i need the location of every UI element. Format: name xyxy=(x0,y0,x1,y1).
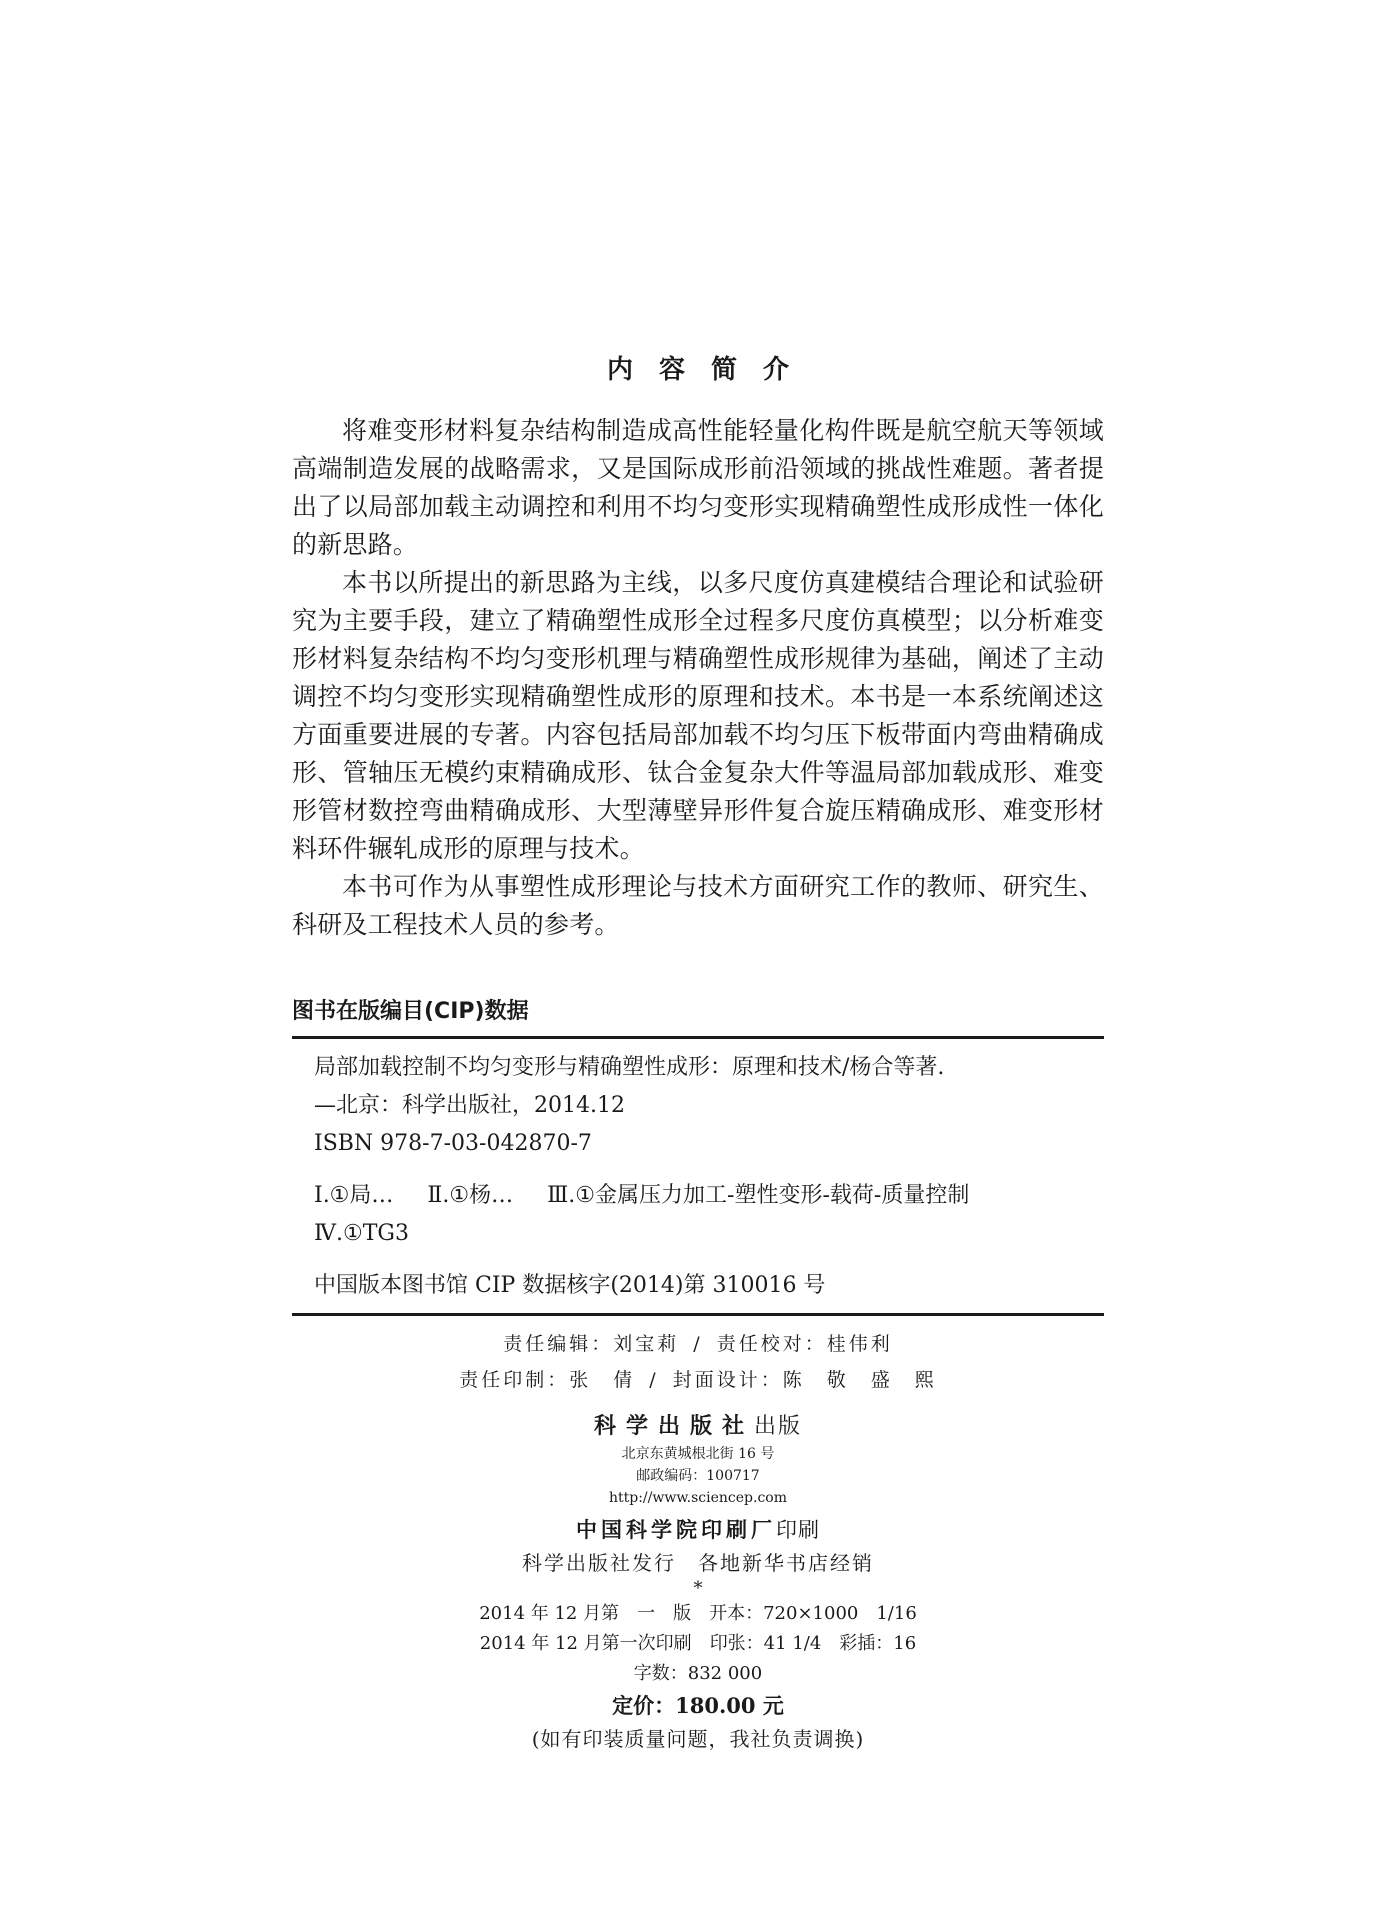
publisher-name: 科学出版社 xyxy=(593,1413,754,1439)
book-format: 开本：720×1000 1/16 xyxy=(709,1603,917,1624)
distribution-line xyxy=(292,1547,1104,1579)
color-plates: 彩插：16 xyxy=(839,1633,917,1654)
edition-line xyxy=(292,1599,1104,1629)
cip-isbn: ISBN 978-7-03-042870-7 xyxy=(314,1131,592,1156)
publisher-url: http://www.sciencep.com xyxy=(608,1490,787,1506)
quality-notice: (如有印装质量问题，我社负责调换) xyxy=(531,1727,865,1751)
cip-classification xyxy=(314,1177,1104,1215)
editor-credit: 责任编辑：刘宝莉 xyxy=(503,1333,680,1355)
publisher-name-suffix: 出版 xyxy=(754,1414,803,1439)
printer-name: 中国科学院印刷厂 xyxy=(576,1517,776,1542)
star-separator: * xyxy=(693,1578,703,1599)
sales: 各地新华书店经销 xyxy=(698,1551,874,1575)
printer-line xyxy=(292,1513,1104,1547)
cip-bottom-rule xyxy=(292,1313,1104,1316)
cip-class-3: Ⅲ.①金属压力加工-塑性变形-载荷-质量控制 xyxy=(547,1183,970,1208)
word-count: 字数：832 000 xyxy=(633,1663,763,1684)
credits-row-2 xyxy=(292,1362,1104,1398)
cip-class-2: Ⅱ.①杨… xyxy=(427,1183,514,1208)
publisher-block xyxy=(292,1410,1104,1755)
printing-line xyxy=(292,1629,1104,1659)
cip-record-number: 中国版本图书馆 CIP 数据核字(2014)第 310016 号 xyxy=(314,1273,826,1298)
page-content xyxy=(292,350,1104,1755)
publisher-address: 北京东黄城根北街 16 号 xyxy=(621,1446,775,1462)
cip-publish-line: —北京：科学出版社，2014.12 xyxy=(314,1093,625,1118)
cip-block xyxy=(292,1039,1104,1313)
printer-suffix: 印刷 xyxy=(776,1518,820,1542)
sheets: 印张：41 1/4 xyxy=(709,1633,822,1654)
cip-title-line: 局部加载控制不均匀变形与精确塑性成形：原理和技术/杨合等著. xyxy=(314,1055,945,1080)
summary-title: 内容简介 xyxy=(606,355,815,385)
publisher-name-line xyxy=(292,1410,1104,1443)
distribution: 科学出版社发行 xyxy=(522,1551,676,1575)
summary-paragraph-1: 将难变形材料复杂结构制造成高性能轻量化构件既是航空航天等领域高端制造发展的战略需求，又是国际成形前沿领域的挑战性难题。著者提出了以局部加载主动调控和利用不均匀变形实现精确塑性成形成性一体化的新思路。 xyxy=(292,416,1104,559)
summary-paragraph-2: 本书以所提出的新思路为主线，以多尺度仿真建模结合理论和试验研究为主要手段，建立了精确塑性成形全过程多尺度仿真模型；以分析难变形材料复杂结构不均匀变形机理与精确塑性成形规律为基础，阐述了主动调控不均匀变形实现精确塑性成形的原理和技术。本书是一本系统阐述这方面重要进展的专著。内容包括局部加载不均匀压下板带面内弯曲精确成形、管轴压无模约束精确成形、钛合金复杂大件等温局部加载成形、难变形管材数控弯曲精确成形、大型薄壁异形件复合旋压精确成形、难变形材料环件辗轧成形的原理与技术。 xyxy=(292,568,1104,863)
summary-paragraph-3: 本书可作为从事塑性成形理论与技术方面研究工作的教师、研究生、科研及工程技术人员的参考。 xyxy=(292,872,1104,939)
credits-row-1 xyxy=(292,1326,1104,1362)
cip-spacer xyxy=(314,1253,1104,1267)
credit-separator: / xyxy=(693,1333,703,1355)
edition: 2014 年 12 月第 一 版 xyxy=(479,1603,692,1624)
proofreader-credit: 责任校对：桂伟利 xyxy=(716,1333,893,1355)
print-supervisor-credit: 责任印制：张 倩 xyxy=(459,1369,636,1391)
cip-class-1: Ⅰ.①局… xyxy=(314,1183,394,1208)
publisher-postcode: 邮政编码：100717 xyxy=(636,1468,760,1484)
printing: 2014 年 12 月第一次印刷 xyxy=(479,1633,692,1654)
cip-spacer xyxy=(314,1163,1104,1177)
credits-block xyxy=(292,1326,1104,1398)
credit-separator: / xyxy=(649,1369,659,1391)
cip-class-iv: Ⅳ.①TG3 xyxy=(314,1221,409,1246)
cip-heading: 图书在版编目(CIP)数据 xyxy=(292,999,529,1024)
price: 定价：180.00 元 xyxy=(612,1693,784,1718)
cover-design-credit: 封面设计：陈 敬 盛 熙 xyxy=(672,1369,937,1391)
